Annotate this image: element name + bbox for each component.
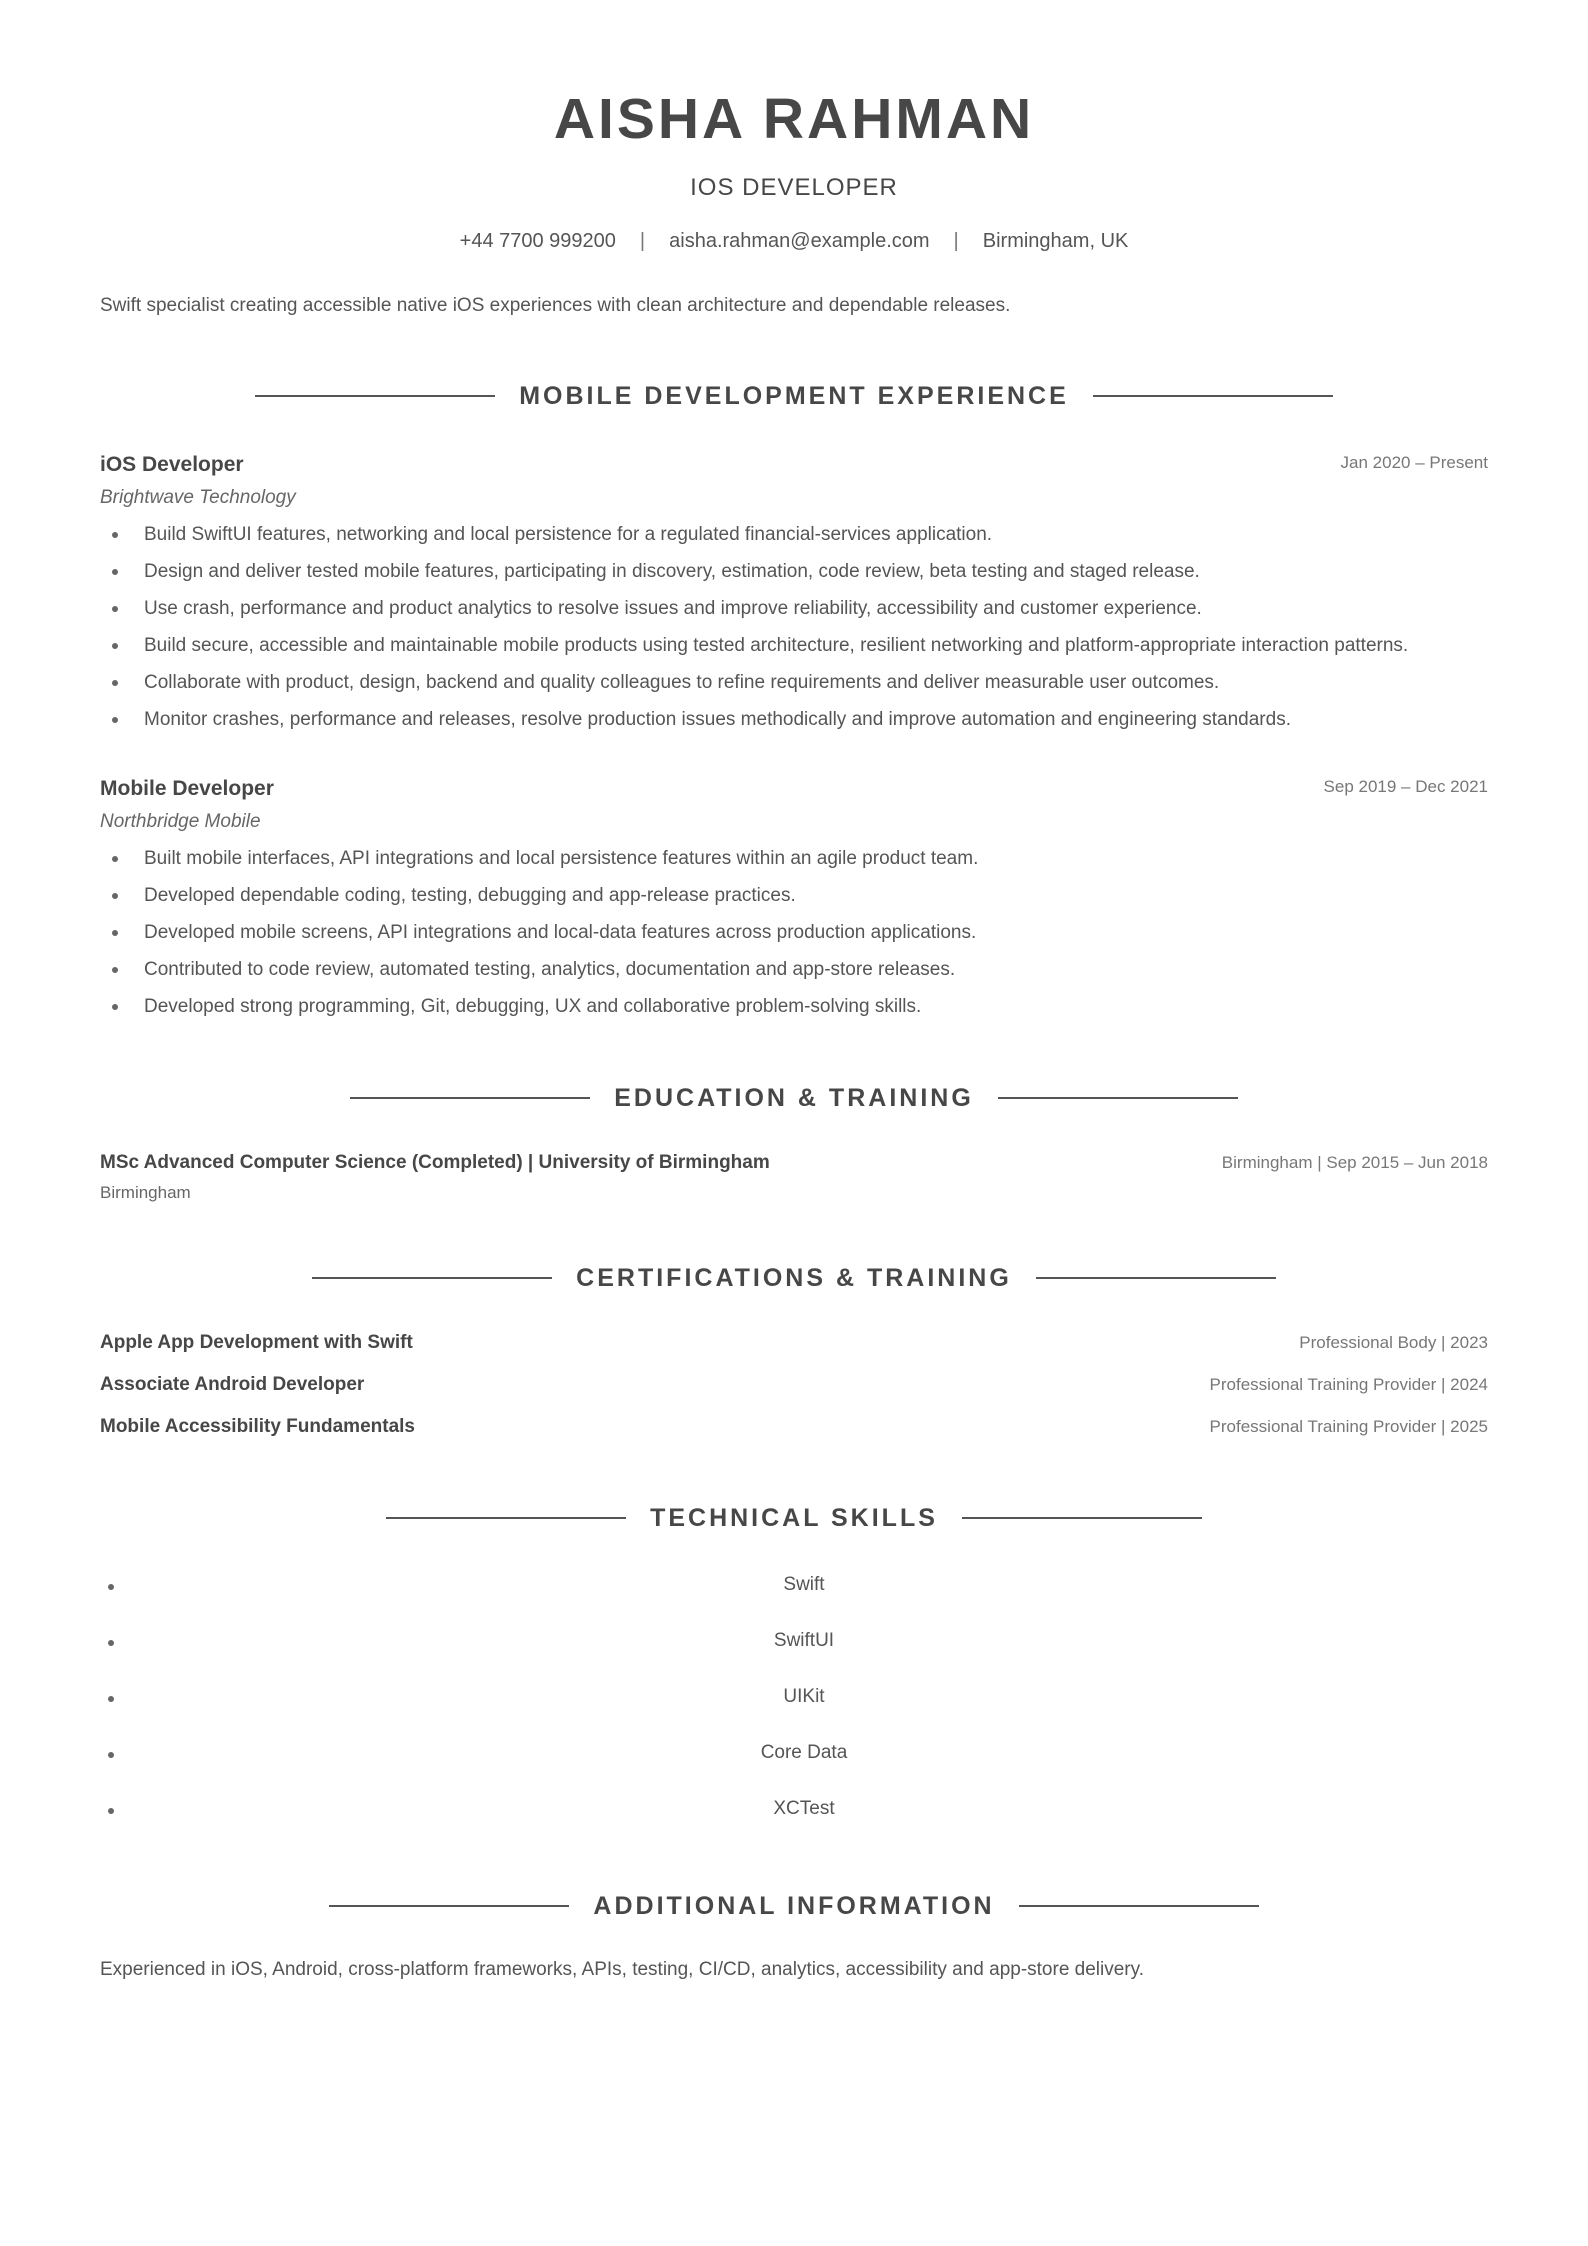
candidate-name: AISHA RAHMAN: [553, 87, 1035, 151]
education-entry: [100, 1148, 1488, 1208]
section-heading-certifications: [100, 1258, 1488, 1298]
certification-meta: Professional Training Provider | 2024: [1209, 1375, 1488, 1394]
section-title: MOBILE DEVELOPMENT EXPERIENCE: [519, 381, 1069, 410]
location: Birmingham, UK: [982, 230, 1129, 252]
skill-item: XCTest: [100, 1792, 1488, 1848]
list-item: Monitor crashes, performance and releases, resolve production issues methodically and improve automation and engineering standards.: [144, 701, 1488, 738]
contact-separator: |: [953, 230, 959, 252]
certification-name: Apple App Development with Swift: [100, 1332, 413, 1353]
job-bullets: [100, 516, 1488, 738]
contact-line: [100, 226, 1488, 256]
certification-meta: Professional Training Provider | 2025: [1209, 1417, 1488, 1436]
education-location: Birmingham: [100, 1183, 191, 1202]
degree-title: MSc Advanced Computer Science (Completed) | University of Birmingham: [100, 1152, 770, 1173]
divider: [1036, 1277, 1276, 1279]
job-company: Northbridge Mobile: [100, 811, 261, 832]
section-title: EDUCATION & TRAINING: [614, 1083, 974, 1112]
list-item: Built mobile interfaces, API integrations and local persistence features within an agile product team.: [144, 840, 1488, 877]
job-company: Brightwave Technology: [100, 487, 296, 508]
certification-name: Associate Android Developer: [100, 1374, 365, 1395]
divider: [1093, 395, 1333, 397]
divider: [1019, 1905, 1259, 1907]
section-title: TECHNICAL SKILLS: [650, 1503, 938, 1532]
divider: [350, 1097, 590, 1099]
skill-item: UIKit: [100, 1680, 1488, 1736]
section-title: CERTIFICATIONS & TRAINING: [576, 1263, 1012, 1292]
certification-item: [100, 1412, 1488, 1454]
divider: [329, 1905, 569, 1907]
list-item: Build secure, accessible and maintainable mobile products using tested architecture, resilient networking and platform-appropriate interaction patterns.: [144, 627, 1488, 664]
job-title: iOS Developer: [100, 453, 244, 476]
section-heading-experience: [100, 376, 1488, 416]
section-heading-skills: [100, 1498, 1488, 1538]
skill-item: Core Data: [100, 1736, 1488, 1792]
additional-info: Experienced in iOS, Android, cross-platform frameworks, APIs, testing, CI/CD, analytics, accessibility and app-store delivery.: [100, 1959, 1145, 1980]
skills-list: [100, 1568, 1488, 1848]
divider: [962, 1517, 1202, 1519]
list-item: Build SwiftUI features, networking and local persistence for a regulated financial-services application.: [144, 516, 1488, 553]
section-heading-additional: [100, 1886, 1488, 1926]
list-item: Developed mobile screens, API integrations and local-data features across production applications.: [144, 914, 1488, 951]
job-dates: Sep 2019 – Dec 2021: [1323, 777, 1488, 796]
job-dates: Jan 2020 – Present: [1340, 453, 1488, 472]
email-address[interactable]: aisha.rahman@example.com: [669, 230, 930, 252]
job-title: Mobile Developer: [100, 777, 274, 800]
list-item: Design and deliver tested mobile features, participating in discovery, estimation, code review, beta testing and staged release.: [144, 553, 1488, 590]
certification-item: [100, 1328, 1488, 1370]
contact-separator: |: [639, 230, 646, 252]
list-item: Developed strong programming, Git, debugging, UX and collaborative problem-solving skills.: [144, 988, 1488, 1025]
phone-number[interactable]: +44 7700 999200: [459, 230, 616, 252]
divider: [312, 1277, 552, 1279]
summary: Swift specialist creating accessible native iOS experiences with clean architecture and dependable releases.: [100, 295, 1011, 316]
divider: [386, 1517, 626, 1519]
list-item: Developed dependable coding, testing, debugging and app-release practices.: [144, 877, 1488, 914]
divider: [998, 1097, 1238, 1099]
job-bullets: [100, 840, 1488, 1025]
skill-item: SwiftUI: [100, 1624, 1488, 1680]
certification-meta: Professional Body | 2023: [1299, 1333, 1488, 1352]
certification-name: Mobile Accessibility Fundamentals: [100, 1416, 415, 1437]
candidate-role: IOS DEVELOPER: [690, 174, 898, 201]
section-heading-education: [100, 1078, 1488, 1118]
certification-item: [100, 1370, 1488, 1412]
job-entry: [100, 448, 1488, 738]
list-item: Collaborate with product, design, backend and quality colleagues to refine requirements and deliver measurable user outcomes.: [144, 664, 1488, 701]
list-item: Use crash, performance and product analytics to resolve issues and improve reliability, accessibility and customer experience.: [144, 590, 1488, 627]
list-item: Contributed to code review, automated testing, analytics, documentation and app-store releases.: [144, 951, 1488, 988]
education-meta: Birmingham | Sep 2015 – Jun 2018: [1221, 1153, 1488, 1172]
job-entry: [100, 772, 1488, 1025]
section-title: ADDITIONAL INFORMATION: [593, 1891, 995, 1920]
skill-item: Swift: [100, 1568, 1488, 1624]
certifications-list: [100, 1328, 1488, 1454]
divider: [255, 395, 495, 397]
